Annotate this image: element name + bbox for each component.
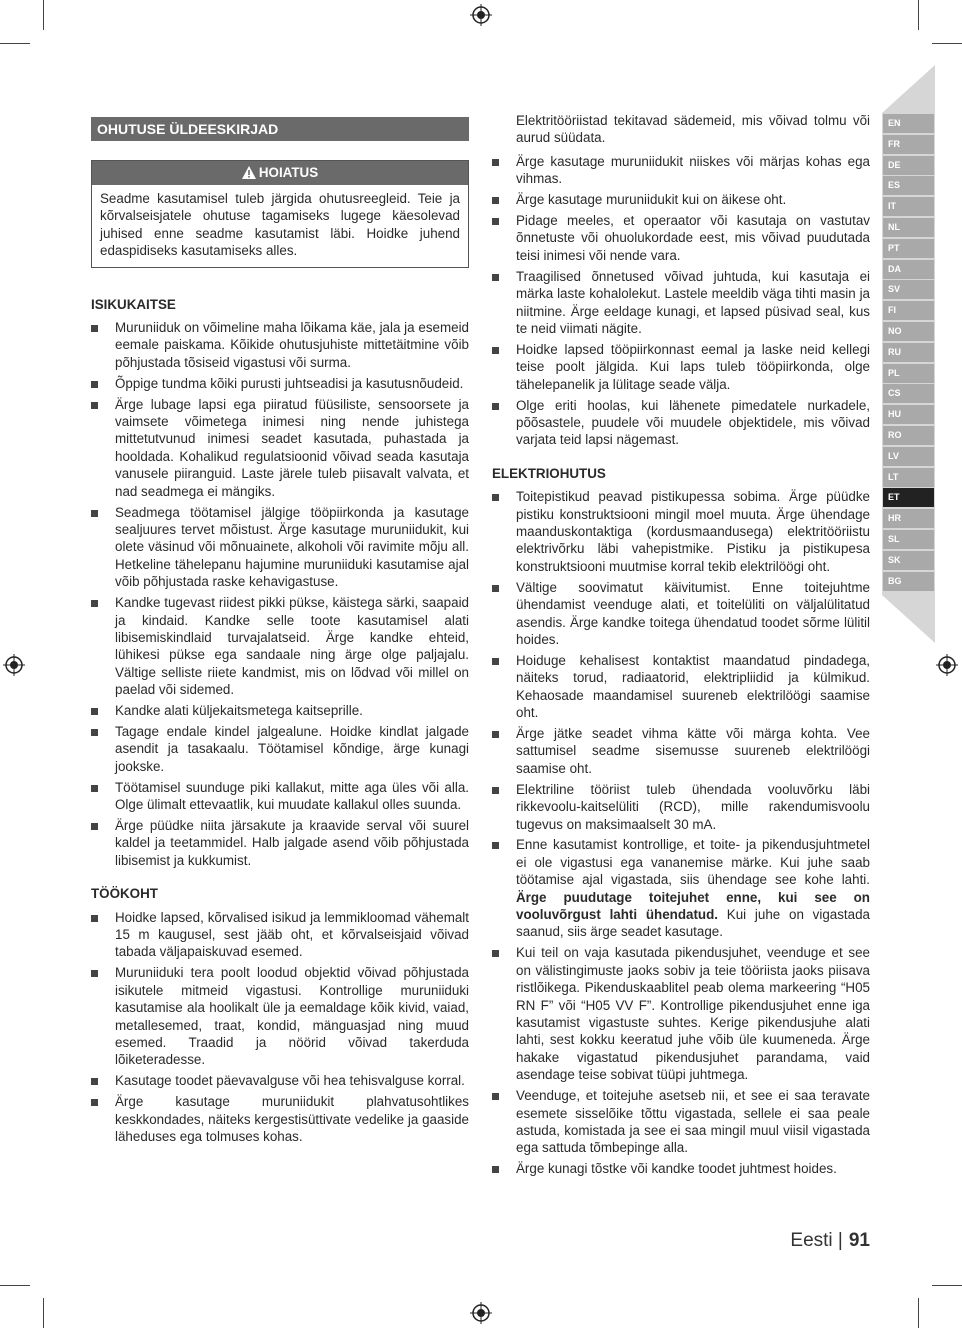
language-tab-bg: BG: [883, 572, 934, 591]
crop-mark: [43, 0, 44, 30]
language-tab-de: DE: [883, 156, 934, 175]
warning-header: [92, 161, 468, 185]
workplace-list-continued: [492, 153, 870, 449]
crop-mark: [932, 1285, 962, 1286]
item-text: Kui juhe on vigastada saanud, siis ärge seadet kasutage.: [516, 907, 870, 940]
footer-language: Eesti |: [790, 1230, 843, 1251]
language-tab-hr: HR: [883, 509, 934, 528]
list-item: Ärge kasutage muruniidukit niiskes või märjas kohas ega vihmas.: [492, 153, 870, 188]
language-tab-sv: SV: [883, 280, 934, 299]
language-tab-sk: SK: [883, 551, 934, 570]
language-tab-no: NO: [883, 322, 934, 341]
list-item: [492, 836, 870, 940]
registration-mark-icon: [470, 1302, 492, 1324]
list-item: Ärge lubage lapsi ega piiratud füüsiliste, sensoorsete ja vaimsete võimetega inimesi ning nende juhistega mittetutvunud inimesi seadet kasutada, puhastada ja hooldada. Kohalikud regulatsioonid võivad seada kasutaja vanusele piiranguid. Laste järele tuleb piisavalt valvata, et nad seadmega ei mängiks.: [91, 396, 469, 500]
warning-triangle-icon: [242, 166, 256, 179]
list-item: Muruniiduk on võimeline maha lõikama käe, jala ja esemeid eemale paiskama. Kõikide ohutusjuhiste mittetäitmine võib põhjustada tõsiseid vigastusi või surma.: [91, 319, 469, 371]
crop-mark: [43, 1298, 44, 1328]
heading-personal-safety: ISIKUKAITSE: [91, 296, 176, 312]
list-item: Hoidke lapsed, kõrvalised isikud ja lemmikloomad vähemalt 15 m kaugusel, sest jääb oht, et kõrvalseisjaid võivad tabada väljapaiskuvad esemed.: [91, 909, 469, 961]
workplace-list: [91, 909, 469, 1146]
language-tab-it: IT: [883, 197, 934, 216]
warning-text: Seadme kasutamisel tuleb järgida ohutusreegleid. Teie ja kõrvalseisjatele ohutuse tagamiseks lugege käesolevad juhised enne seadme kasutamist läbi. Hoidke juhend edaspidiseks kasutamiseks alles.: [100, 191, 460, 259]
list-item: Õppige tundma kõiki purusti juhtseadisi ja kasutusnõudeid.: [91, 375, 469, 392]
list-item: Vältige soovimatut käivitumist. Enne toitejuhtme ühendamist veenduge alati, et toitelüliti on väljalülitatud asendis. Ärge kandke toitega ühendatud toodet sõrme lülitil hoides.: [492, 579, 870, 649]
registration-mark-icon: [3, 654, 25, 676]
list-item: Ärge kasutage muruniidukit kui on äikese oht.: [492, 191, 870, 208]
list-item: Ärge jätke seadet vihma kätte või märga kohta. Vee sattumisel seadme sisemusse suureneb elektrilöögi saamise oht.: [492, 725, 870, 777]
list-item: Ärge kasutage muruniidukit plahvatusohtlikes keskkondades, näiteks kergestisüttivate vedelike ja gaaside läheduses ega tolmuses kohas.: [91, 1093, 469, 1145]
list-item: Pidage meeles, et operaator või kasutaja on vastutav õnnetuste või ohuolukordade eest, mis võivad puudutada teisi inimesi või nende vara.: [492, 212, 870, 264]
list-item: Hoidke lapsed tööpiirkonnast eemal ja laske neid kellegi teise poolt jälgida. Kui laps tuleb tööpiirkonda, olge tähelepanelik ja lülitage seade välja.: [492, 341, 870, 393]
crop-mark: [918, 1298, 919, 1328]
language-tab-sl: SL: [883, 530, 934, 549]
list-item: Toitepistikud peavad pistikupessa sobima. Ärge püüdke pistiku konstruktsiooni mingil moel muuta. Ärge ühendage maanduskontaktiga (kordusmaandusega) elektritööriistu elektrivõrku läbi vahepistmike. Pistiku ja pistikupesa konstruktsiooni muutmise korral tekib elektrilöögi oht.: [492, 488, 870, 575]
right-column: [492, 112, 870, 1181]
list-item: Seadmega töötamisel jälgige tööpiirkonda ja kasutage sealjuures tervet mõistust. Ärge kasutage muruniidukit, kui olete väsinud või mõnuainete, alkoholi või ravimite mõju all. Hetkeline tähelepanu hajumine muruniiduki kasutamise ajal võib põhjustada raske kehavigastuse.: [91, 504, 469, 591]
item-bold-text: Ärge puudutage toitejuhet enne, kui see on vooluvõrgust lahti ühendatud.: [516, 889, 870, 923]
language-tab-lt: LT: [883, 468, 934, 487]
warning-label: HOIATUS: [258, 165, 319, 180]
list-item: Hoiduge kehalisest kontaktist maandatud pindadega, näiteks torud, radiaatorid, elektripliidid ja külmikud. Kehaosade maandamisel suureneb elektrilöögi saamise oht.: [492, 652, 870, 722]
language-tab-lv: LV: [883, 447, 934, 466]
list-item: Ärge püüdke niita järsakute ja kraavide serval või suurel kaldel ja teetammidel. Halb jalgade asend võib põhjustada libisemist ja kukkumist.: [91, 817, 469, 869]
list-item: Tagage endale kindel jalgealune. Hoidke kindlat jalgade asendit ja tasakaalu. Töötamisel kõndige, ärge kunagi jookske.: [91, 723, 469, 775]
list-item: Traagilised õnnetused võivad juhtuda, kui kasutaja ei märka laste kohalolekut. Lastele meeldib väga tihti masin ja niitmine. Ärge eeldage kunagi, et lapsed püsivad seal, kus te neid viimati nägite.: [492, 268, 870, 338]
section-title: OHUTUSE ÜLDEESKIRJAD: [91, 117, 469, 141]
heading-electrical-safety: ELEKTRIOHUTUS: [492, 465, 606, 481]
personal-safety-list: [91, 319, 469, 869]
list-item: Veenduge, et toitejuhe asetseb nii, et see ei saa teravate esemete sisselõike tõttu vigastada, sellele ei saa peale astuda, komistada ja see ei saa mingil muul viisil vigastada ega sattuda tõmbepinge alla.: [492, 1087, 870, 1157]
list-item: Töötamisel suunduge piki kallakut, mitte aga üles või alla. Olge ülimalt ettevaatlik, kui muudate kallakul olles suunda.: [91, 779, 469, 814]
crop-mark: [918, 0, 919, 30]
page-number: 91: [848, 1230, 870, 1251]
list-item: Ärge kunagi tõstke või kandke toodet juhtmest hoides.: [492, 1160, 870, 1177]
language-tab-es: ES: [883, 176, 934, 195]
item-text: Enne kasutamist kontrollige, et toite- ja pikendusjuhtmetel ei ole vigastusi ega vananemise märke. Kui juhe saab töötamise ajal vigastada, siis ühendage see kohe lahti.: [516, 837, 870, 888]
language-tab-hu: HU: [883, 405, 934, 424]
electrical-safety-list: [492, 488, 870, 1177]
language-tab-pl: PL: [883, 364, 934, 383]
language-tab-pt: PT: [883, 239, 934, 258]
left-column: [91, 117, 469, 1149]
crop-mark: [932, 43, 962, 44]
language-tab-ro: RO: [883, 426, 934, 445]
list-item: Kasutage toodet päevavalguse või hea tehisvalguse korral.: [91, 1072, 469, 1089]
language-tab-da: DA: [883, 260, 934, 279]
language-tab-cs: CS: [883, 384, 934, 403]
registration-mark-icon: [470, 4, 492, 26]
language-tab-fr: FR: [883, 135, 934, 154]
language-tab-nl: NL: [883, 218, 934, 237]
list-item: Elektriline tööriist tuleb ühendada vooluvõrku läbi rikkevoolu-kaitselüliti (RCD), mille rakendumisvoolu tugevus on maksimaalselt 30 mA.: [492, 781, 870, 833]
language-tab-en: EN: [883, 114, 934, 133]
crop-mark: [0, 1285, 30, 1286]
language-tab-fi: FI: [883, 301, 934, 320]
heading-workplace: TÖÖKOHT: [91, 886, 158, 902]
page-footer: [790, 1230, 870, 1252]
warning-box: [91, 160, 469, 268]
continued-paragraph: Elektritööriistad tekitavad sädemeid, mis võivad tolmu või aurud süüdata.: [516, 113, 870, 146]
list-item: Olge eriti hoolas, kui lähenete pimedatele nurkadele, põõsastele, puudele või muudele objektidele, mis võivad varjata teid lapsi nägemast.: [492, 397, 870, 449]
registration-mark-icon: [936, 654, 958, 676]
list-item: Kandke alati küljekaitsmetega kaitseprille.: [91, 702, 469, 719]
list-item: Kandke tugevast riidest pikki pükse, käistega särki, saapaid ja kindaid. Kandke selle toote kasutamisel alati libisemiskindlaid turvajalatseid. Ärge kandke ehteid, lühikesi pükse ega sandaale ning ärge olge paljajalu. Vältige selliste riiete kandmist, mis on lõdvad või millel on paelad või sidemed.: [91, 594, 469, 698]
list-item: Kui teil on vaja kasutada pikendusjuhet, veenduge et see on välistingimuste jaoks sobiv ja teie tööriista jaoks piisava ristlõikega. Pikenduskaablitel peab olema markeering “H05 RN F” või “H05 VV F”. Kontrollige pikendusjuhet enne iga kasutamist vigastuste suhtes. Kerige pikendusjuhe alati lahti, sest kokku keeratud juhe võib üle kuumeneda. Ärge hakake vigastatud pikendusjuhet parandama, vaid asendage teise sobivat tüüpi juhtmega.: [492, 944, 870, 1083]
language-tab-ru: RU: [883, 343, 934, 362]
crop-mark: [0, 43, 30, 44]
language-tab-et: ET: [883, 488, 934, 507]
list-item: Muruniiduki tera poolt loodud objektid võivad põhjustada isikutele mitmeid vigastusi. Kontrollige muruniiduki kasutamise ala hoolikalt üle ja eemaldage kõik kivid, vaiad, metallesemed, traat, kondid, mänguasjad ning muud esemed. Traadid ja nöörid võivad takerduda lõiketeradesse.: [91, 964, 469, 1068]
